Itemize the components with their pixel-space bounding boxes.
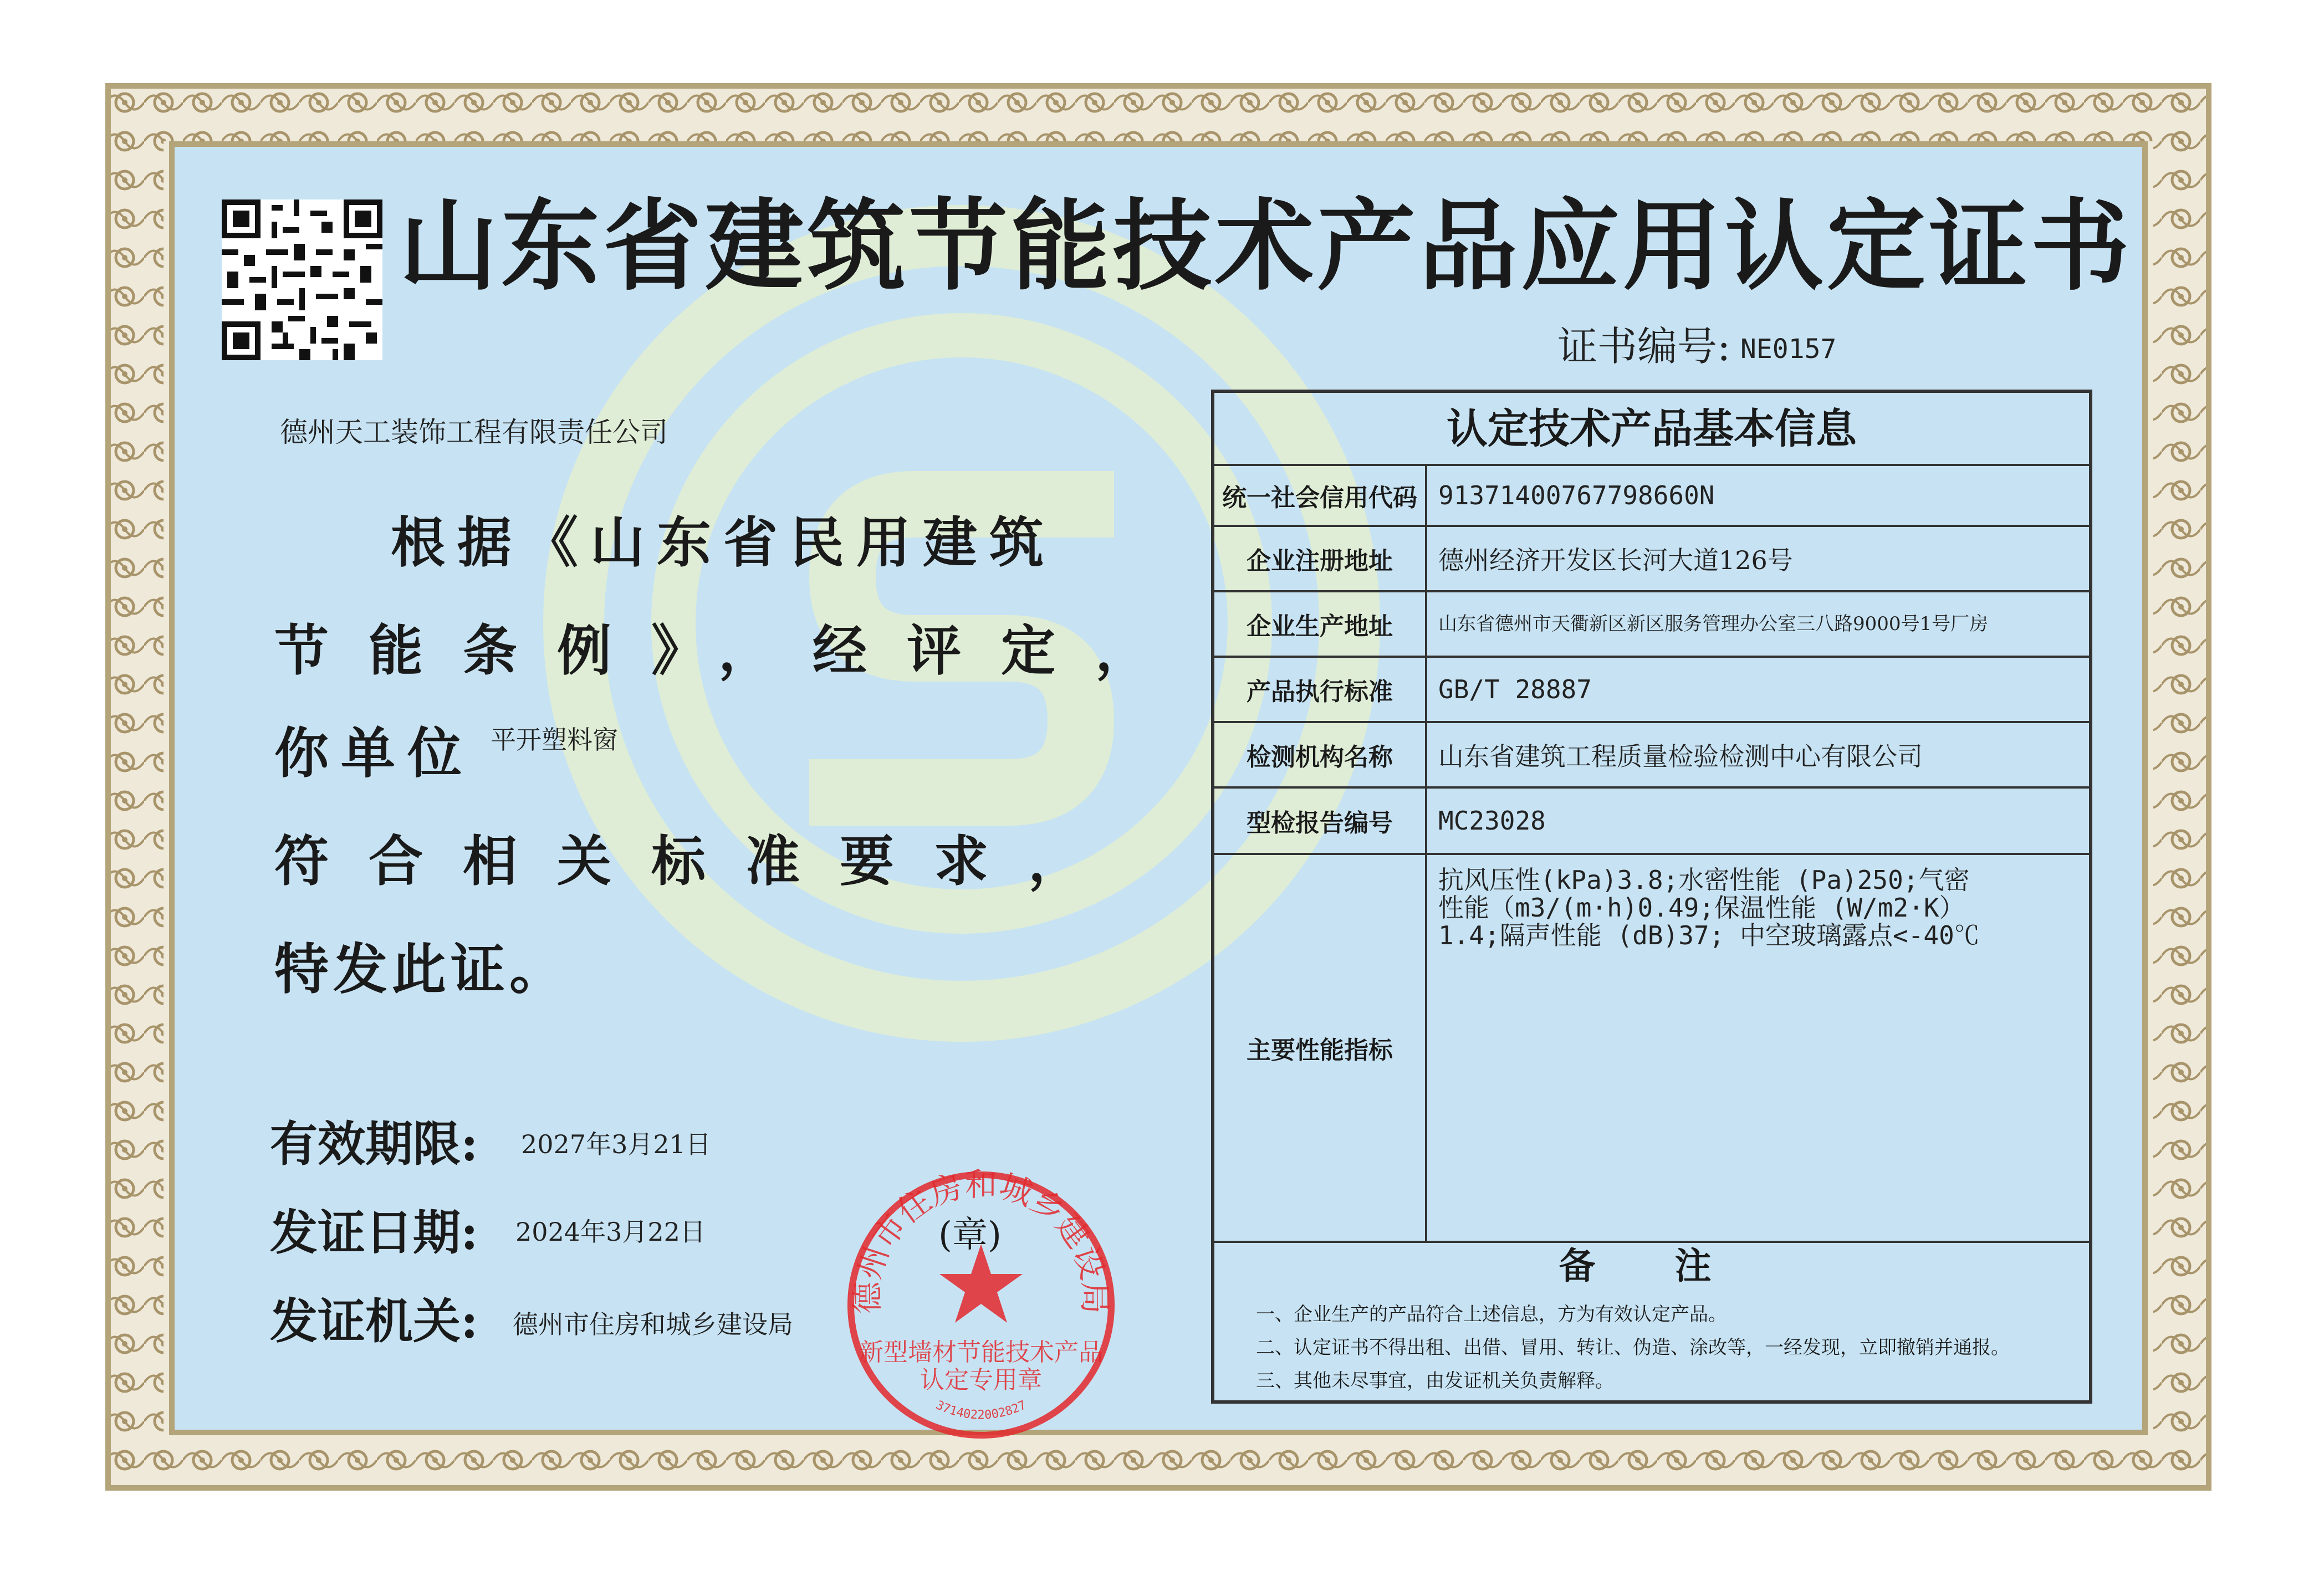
row-value: GB/T 28887 bbox=[1438, 674, 1592, 704]
note-item: 二、认定证书不得出租、出借、冒用、转让、伪造、涂改等，一经发现，立即撤销并通报。 bbox=[1256, 1337, 2010, 1359]
table-row bbox=[1214, 723, 2089, 789]
validity-label: 有效期限: bbox=[270, 1116, 478, 1172]
seal-number: 3714022002827 bbox=[933, 1398, 1029, 1422]
row-label: 检测机构名称 bbox=[1214, 723, 1427, 786]
official-seal bbox=[842, 1155, 1120, 1444]
row-value: MC23028 bbox=[1438, 806, 1546, 836]
body-line-3: 你单位 bbox=[274, 721, 474, 785]
row-label: 统一社会信用代码 bbox=[1214, 466, 1427, 525]
seal-line-2: 认定专用章 bbox=[920, 1366, 1042, 1394]
cert-no-label: 证书编号: bbox=[1557, 323, 1731, 370]
row-label: 企业生产地址 bbox=[1214, 592, 1427, 656]
info-table bbox=[1211, 390, 2092, 1404]
table-row bbox=[1214, 466, 2089, 527]
notes-title: 备 注 bbox=[1559, 1244, 1745, 1287]
certificate-title: 山东省建筑节能技术产品应用认定证书 bbox=[399, 189, 2133, 304]
issuer-label: 发证机关: bbox=[270, 1293, 478, 1349]
table-row bbox=[1214, 592, 2089, 658]
row-label: 主要性能指标 bbox=[1214, 855, 1427, 1241]
note-item: 三、其他未尽事宜，由发证机关负责解释。 bbox=[1256, 1370, 1614, 1392]
cert-no-value: NE0157 bbox=[1740, 334, 1837, 365]
body-line-2: 节能条例》，经评定， bbox=[274, 619, 1190, 683]
row-value: 抗风压性(kPa)3.8;水密性能 (Pa)250;气密性能（m3/(m·h)0.49;保温性能 (W/m2·K）1.4;隔声性能 (dB)37; 中空玻璃露点<-40℃ bbox=[1438, 865, 1980, 950]
seal-bracket-text: (章) bbox=[938, 1215, 1002, 1256]
row-label: 企业注册地址 bbox=[1214, 527, 1427, 590]
issue-date-label: 发证日期: bbox=[270, 1205, 478, 1261]
validity-value: 2027年3月21日 bbox=[521, 1129, 711, 1159]
body-line-1: 根据《山东省民用建筑 bbox=[391, 511, 1056, 575]
issuer-value: 德州市住房和城乡建设局 bbox=[513, 1309, 793, 1339]
product-name: 平开塑料窗 bbox=[491, 725, 618, 755]
table-row bbox=[1214, 658, 2089, 723]
issue-date-value: 2024年3月22日 bbox=[515, 1217, 706, 1247]
seal-line-1: 新型墙材节能技术产品 bbox=[859, 1338, 1103, 1367]
row-label: 产品执行标准 bbox=[1214, 658, 1427, 721]
svg-text:3714022002827 bbox=[933, 1398, 1028, 1422]
note-item: 一、企业生产的产品符合上述信息，方为有效认定产品。 bbox=[1256, 1303, 1727, 1326]
info-table-heading: 认定技术产品基本信息 bbox=[1214, 393, 2089, 466]
body-line-5: 特发此证。 bbox=[274, 938, 569, 1001]
seal-ring-text: 德州市住房和城乡建设局 bbox=[848, 1165, 1114, 1314]
row-value: 山东省德州市天衢新区新区服务管理办公室三八路9000号1号厂房 bbox=[1438, 613, 1989, 635]
table-row bbox=[1214, 789, 2089, 855]
body-line-4: 符合相关标准要求， bbox=[274, 830, 1123, 893]
row-label: 型检报告编号 bbox=[1214, 789, 1427, 853]
table-row bbox=[1214, 527, 2089, 592]
row-value: 德州经济开发区长河大道126号 bbox=[1438, 545, 1793, 575]
row-value: 91371400767798660N bbox=[1438, 480, 1715, 510]
qr-code-icon bbox=[222, 199, 382, 360]
table-row bbox=[1214, 855, 2089, 1243]
row-value: 山东省建筑工程质量检验检测中心有限公司 bbox=[1438, 741, 1923, 771]
company-name: 德州天工装饰工程有限责任公司 bbox=[280, 416, 668, 448]
